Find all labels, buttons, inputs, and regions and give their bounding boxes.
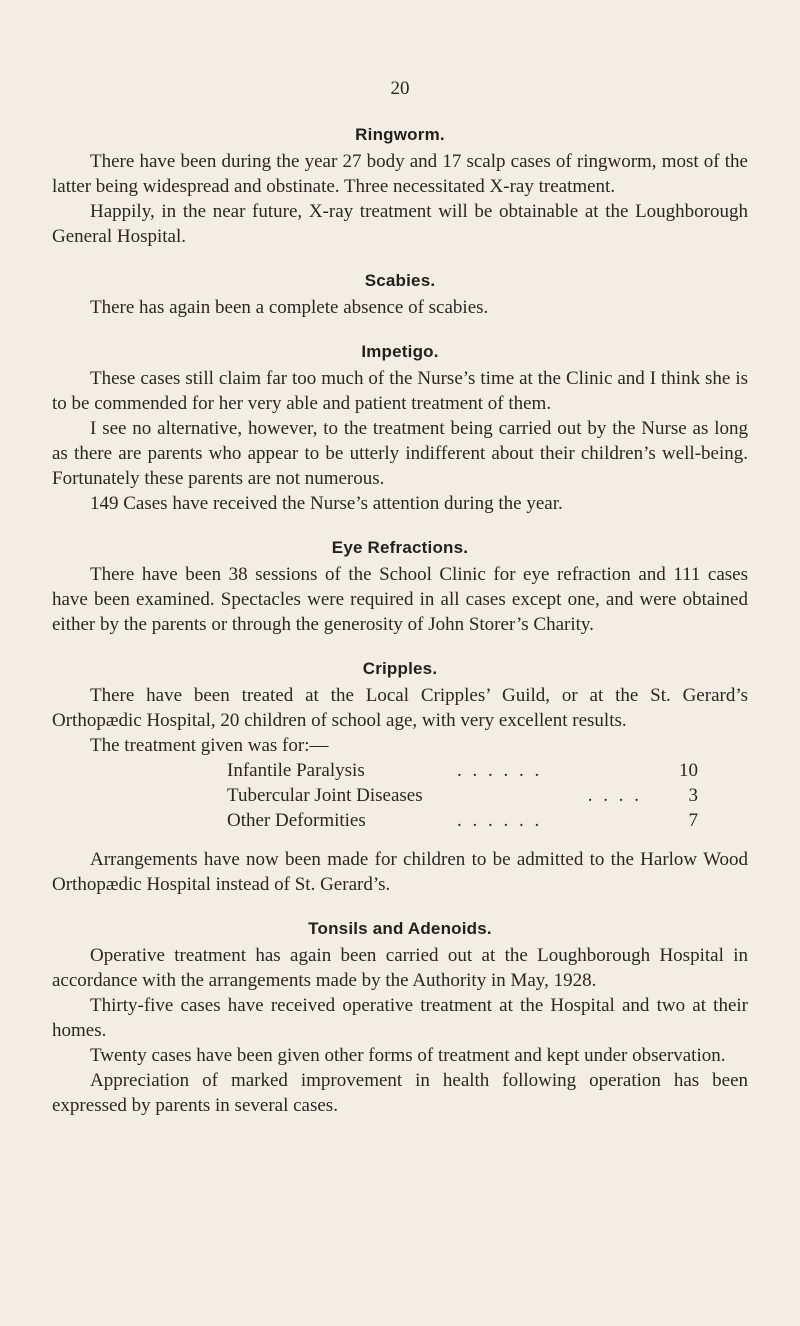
paragraph: There have been 38 sessions of the School Clinic for eye refraction and 111 cases have been examined. Spectacles were required in all cases except one, and were obtained either by the parents or through the generosity of John Storer’s Charity. [52, 564, 748, 635]
leader-dots: . . . . . . [457, 810, 543, 831]
table-row [227, 808, 698, 833]
treatment-label: Tubercular Joint Diseases [227, 785, 423, 806]
treatment-table [227, 758, 698, 833]
section-ringworm [52, 125, 748, 249]
paragraph: Arrangements have now been made for children to be admitted to the Harlow Wood Orthopædic Hospital instead of St. Gerard’s. [52, 849, 748, 895]
paragraph: Twenty cases have been given other forms of treatment and kept under observation. [90, 1045, 726, 1066]
treatment-count: 7 [688, 810, 698, 831]
leader-dots: . . . . . . [457, 760, 543, 781]
section-heading: Eye Refractions. [331, 538, 469, 557]
table-row [227, 783, 698, 808]
leader-dots: . . . . [587, 785, 642, 806]
paragraph: These cases still claim far too much of the Nurse’s time at the Clinic and I think she is to be commended for her very able and patient treatment of them. [52, 368, 748, 414]
section-heading: Tonsils and Adenoids. [308, 919, 492, 938]
paragraph: Thirty-five cases have received operative treatment at the Hospital and two at their homes. [52, 995, 748, 1041]
treatment-label: Infantile Paralysis [227, 760, 365, 781]
section-cripples [52, 659, 748, 897]
paragraph: The treatment given was for:— [90, 735, 329, 756]
section-heading: Ringworm. [355, 125, 445, 144]
page-number: 20 [390, 78, 410, 99]
section-impetigo [52, 342, 748, 516]
section-heading: Scabies. [364, 271, 436, 290]
paragraph: 149 Cases have received the Nurse’s attention during the year. [90, 493, 563, 514]
paragraph: Operative treatment has again been carried out at the Loughborough Hospital in accordance with the arrangements made by the Authority in May, 1928. [52, 945, 748, 991]
paragraph: There have been during the year 27 body and 17 scalp cases of ringworm, most of the latter being widespread and obstinate. Three necessitated X-ray treatment. [52, 151, 748, 197]
section-heading: Impetigo. [361, 342, 439, 361]
treatment-count: 3 [688, 785, 698, 806]
treatment-label: Other Deformities [227, 810, 366, 831]
paragraph: Appreciation of marked improvement in health following operation has been expressed by parents in several cases. [52, 1070, 748, 1116]
section-tonsils-adenoids [52, 919, 748, 1118]
paragraph: There have been treated at the Local Cripples’ Guild, or at the St. Gerard’s Orthopædic Hospital, 20 children of school age, with very excellent results. [52, 685, 748, 731]
section-scabies [52, 271, 748, 320]
treatment-count: 10 [679, 760, 698, 781]
section-heading: Cripples. [362, 659, 438, 678]
paragraph: I see no alternative, however, to the treatment being carried out by the Nurse as long as there are parents who appear to be utterly indifferent about their children’s well-being. Fortunately these parents are not numerous. [52, 418, 748, 489]
paragraph: Happily, in the near future, X-ray treatment will be obtainable at the Loughborough General Hospital. [52, 201, 748, 247]
section-eye-refractions [52, 538, 748, 637]
table-row [227, 758, 698, 783]
paragraph: There has again been a complete absence of scabies. [90, 297, 489, 318]
